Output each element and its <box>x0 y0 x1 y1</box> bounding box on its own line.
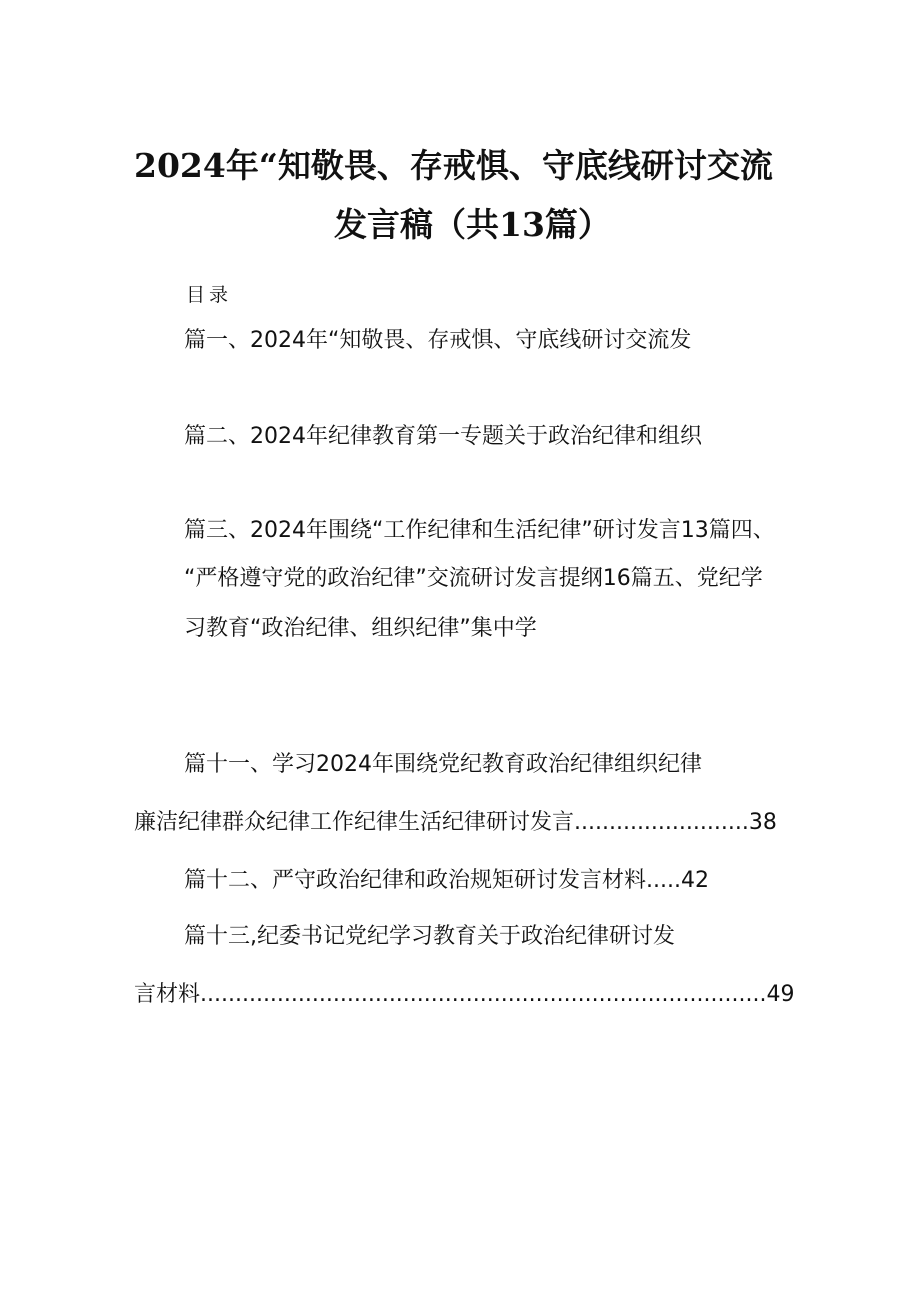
toc-line-8: 篇十二、严守政治纪律和政治规矩研讨发言材料.....42 <box>184 868 709 893</box>
toc-line-7: 廉洁纪律群众纪律工作纪律生活纪律研讨发言.........................38 <box>134 810 777 835</box>
toc-heading: 目录 <box>186 284 233 306</box>
toc-line-10: 言材料.................................................................................49 <box>134 982 795 1007</box>
toc-line-4: “严格遵守党的政治纪律”交流研讨发言提纲16篇五、党纪学 <box>184 566 763 591</box>
document-title-line-1: 2024年“知敬畏、存戒惧、守底线研讨交流 <box>134 146 773 185</box>
toc-line-5: 习教育“政治纪律、组织纪律”集中学 <box>184 616 537 641</box>
toc-line-1: 篇一、2024年“知敬畏、存戒惧、守底线研讨交流发 <box>184 328 692 353</box>
toc-line-9: 篇十三,纪委书记党纪学习教育关于政治纪律研讨发 <box>184 924 675 949</box>
toc-line-3: 篇三、2024年围绕“工作纪律和生活纪律”研讨发言13篇四、 <box>184 518 775 543</box>
toc-line-6: 篇十一、学习2024年围绕党纪教育政治纪律组织纪律 <box>184 752 702 777</box>
document-title-line-2: 发言稿（共13篇） <box>334 205 611 244</box>
toc-line-2: 篇二、2024年纪律教育第一专题关于政治纪律和组织 <box>184 424 702 449</box>
